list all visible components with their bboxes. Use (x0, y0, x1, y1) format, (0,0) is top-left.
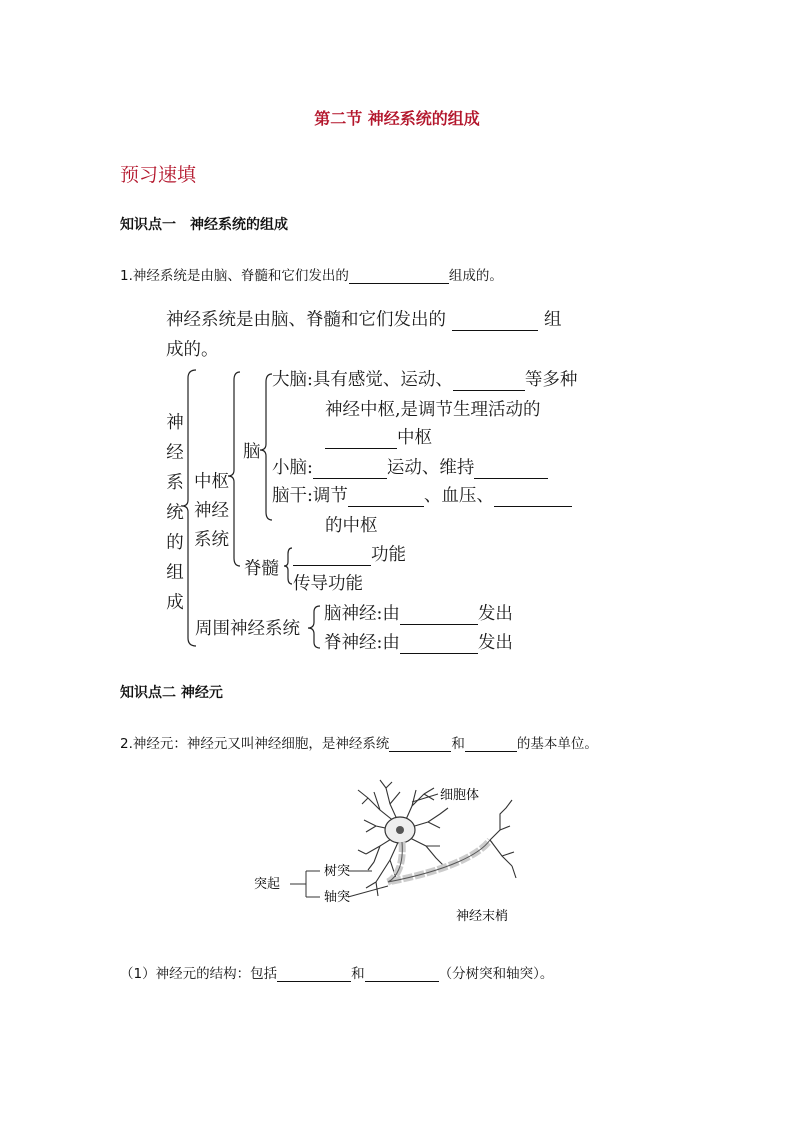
axon-terminal-branches (490, 800, 516, 878)
peripheral-label: 周围神经系统 (195, 619, 300, 639)
cranial-nerve-row (324, 600, 513, 625)
cerebrum-blank-1[interactable] (453, 372, 525, 391)
spinal-function-row (293, 541, 406, 566)
root-char: 成 (166, 593, 184, 613)
root-char: 神 (166, 413, 184, 433)
brain-label: 脑 (243, 442, 261, 462)
brainstem-blank-2[interactable] (494, 488, 572, 507)
root-char: 的 (166, 533, 184, 553)
axon-label: 轴突 (324, 890, 351, 905)
question-3-tail: （分树突和轴突）。 (438, 966, 554, 982)
neuron-diagram (240, 770, 540, 930)
spinal-conduction-row: 传导功能 (293, 574, 363, 594)
question-3-blank-2[interactable] (365, 967, 439, 982)
spinal-nerve-blank[interactable] (400, 635, 478, 654)
knowledge-point-1-heading: 知识点一 神经系统的组成 (120, 217, 288, 233)
root-char: 组 (166, 563, 184, 583)
cerebrum-row-3 (325, 424, 432, 449)
cerebrum-text: 大脑:具有感觉、运动、 (272, 370, 453, 390)
question-2-blank-1[interactable] (389, 737, 451, 752)
axon-leader (348, 886, 388, 897)
process-bracket (290, 871, 320, 897)
question-2-blank-2[interactable] (465, 737, 517, 752)
brace-peripheral (308, 606, 320, 648)
figure1-intro-text: 神经系统是由脑、脊髓和它们发出的 (166, 310, 446, 330)
brainstem-mid: 、血压、 (423, 486, 494, 506)
brainstem-blank-1[interactable] (348, 488, 424, 507)
brainstem-row-2: 的中枢 (325, 516, 378, 536)
question-2-mid: 和 (451, 736, 465, 752)
nucleus-shape (396, 826, 404, 834)
root-char: 统 (166, 503, 184, 523)
process-label: 突起 (254, 877, 281, 892)
question-2-text: 2.神经元：神经元又叫神经细胞，是神经系统 (120, 736, 390, 752)
dendrite-label: 树突 (324, 864, 351, 879)
brainstem-text: 脑干:调节 (272, 486, 348, 506)
cerebrum-tail-2: 中枢 (397, 428, 432, 448)
question-2-tail: 的基本单位。 (516, 736, 598, 752)
cerebellum-mid: 运动、维持 (386, 458, 475, 478)
question-3-mid: 和 (351, 966, 365, 982)
cranial-text: 脑神经:由 (324, 604, 400, 624)
figure1-intro-line2: 成的。 (166, 340, 219, 360)
root-char: 系 (166, 473, 184, 493)
cerebellum-blank-2[interactable] (474, 460, 548, 479)
cerebrum-row (272, 366, 577, 391)
nerve-terminal-label: 神经末梢 (456, 909, 509, 924)
section-heading: 预习速填 (120, 164, 197, 186)
cranial-blank[interactable] (400, 606, 478, 625)
cerebellum-text: 小脑: (272, 458, 313, 478)
central-line: 中枢 (194, 472, 229, 492)
spinal-cord-label: 脊髓 (244, 559, 279, 579)
cerebellum-blank-1[interactable] (313, 460, 387, 479)
question-3-blank-1[interactable] (277, 967, 351, 982)
question-1-text: 1.神经系统是由脑、脊髓和它们发出的 (120, 268, 349, 284)
question-2 (120, 732, 598, 752)
question-3-text: （1）神经元的结构：包括 (120, 966, 278, 982)
cranial-tail: 发出 (477, 604, 513, 624)
cerebrum-row-2: 神经中枢,是调节生理活动的 (325, 400, 541, 420)
brace-spinal (284, 548, 292, 584)
spinal-nerve-text: 脊神经:由 (324, 633, 400, 653)
spinal-function-text: 功能 (371, 545, 406, 565)
central-line: 神经 (194, 501, 229, 521)
cell-body-label: 细胞体 (440, 788, 480, 803)
cerebellum-row (272, 454, 548, 479)
spinal-nerve-row (324, 629, 513, 654)
central-nervous-label (194, 468, 234, 555)
root-char: 经 (166, 443, 184, 463)
central-line: 系统 (194, 530, 229, 550)
page-title: 第二节 神经系统的组成 (314, 109, 480, 128)
question-3 (120, 962, 553, 982)
spinal-nerve-tail: 发出 (477, 633, 513, 653)
question-1-tail: 组成的。 (448, 268, 503, 284)
cerebrum-tail: 等多种 (524, 370, 578, 390)
brainstem-row (272, 482, 572, 507)
brace-brain (260, 374, 272, 520)
spinal-blank[interactable] (293, 547, 371, 566)
knowledge-point-2-heading: 知识点二 神经元 (120, 685, 223, 701)
cerebrum-blank-2[interactable] (325, 430, 397, 449)
figure1-intro-tail: 组 (544, 310, 562, 330)
